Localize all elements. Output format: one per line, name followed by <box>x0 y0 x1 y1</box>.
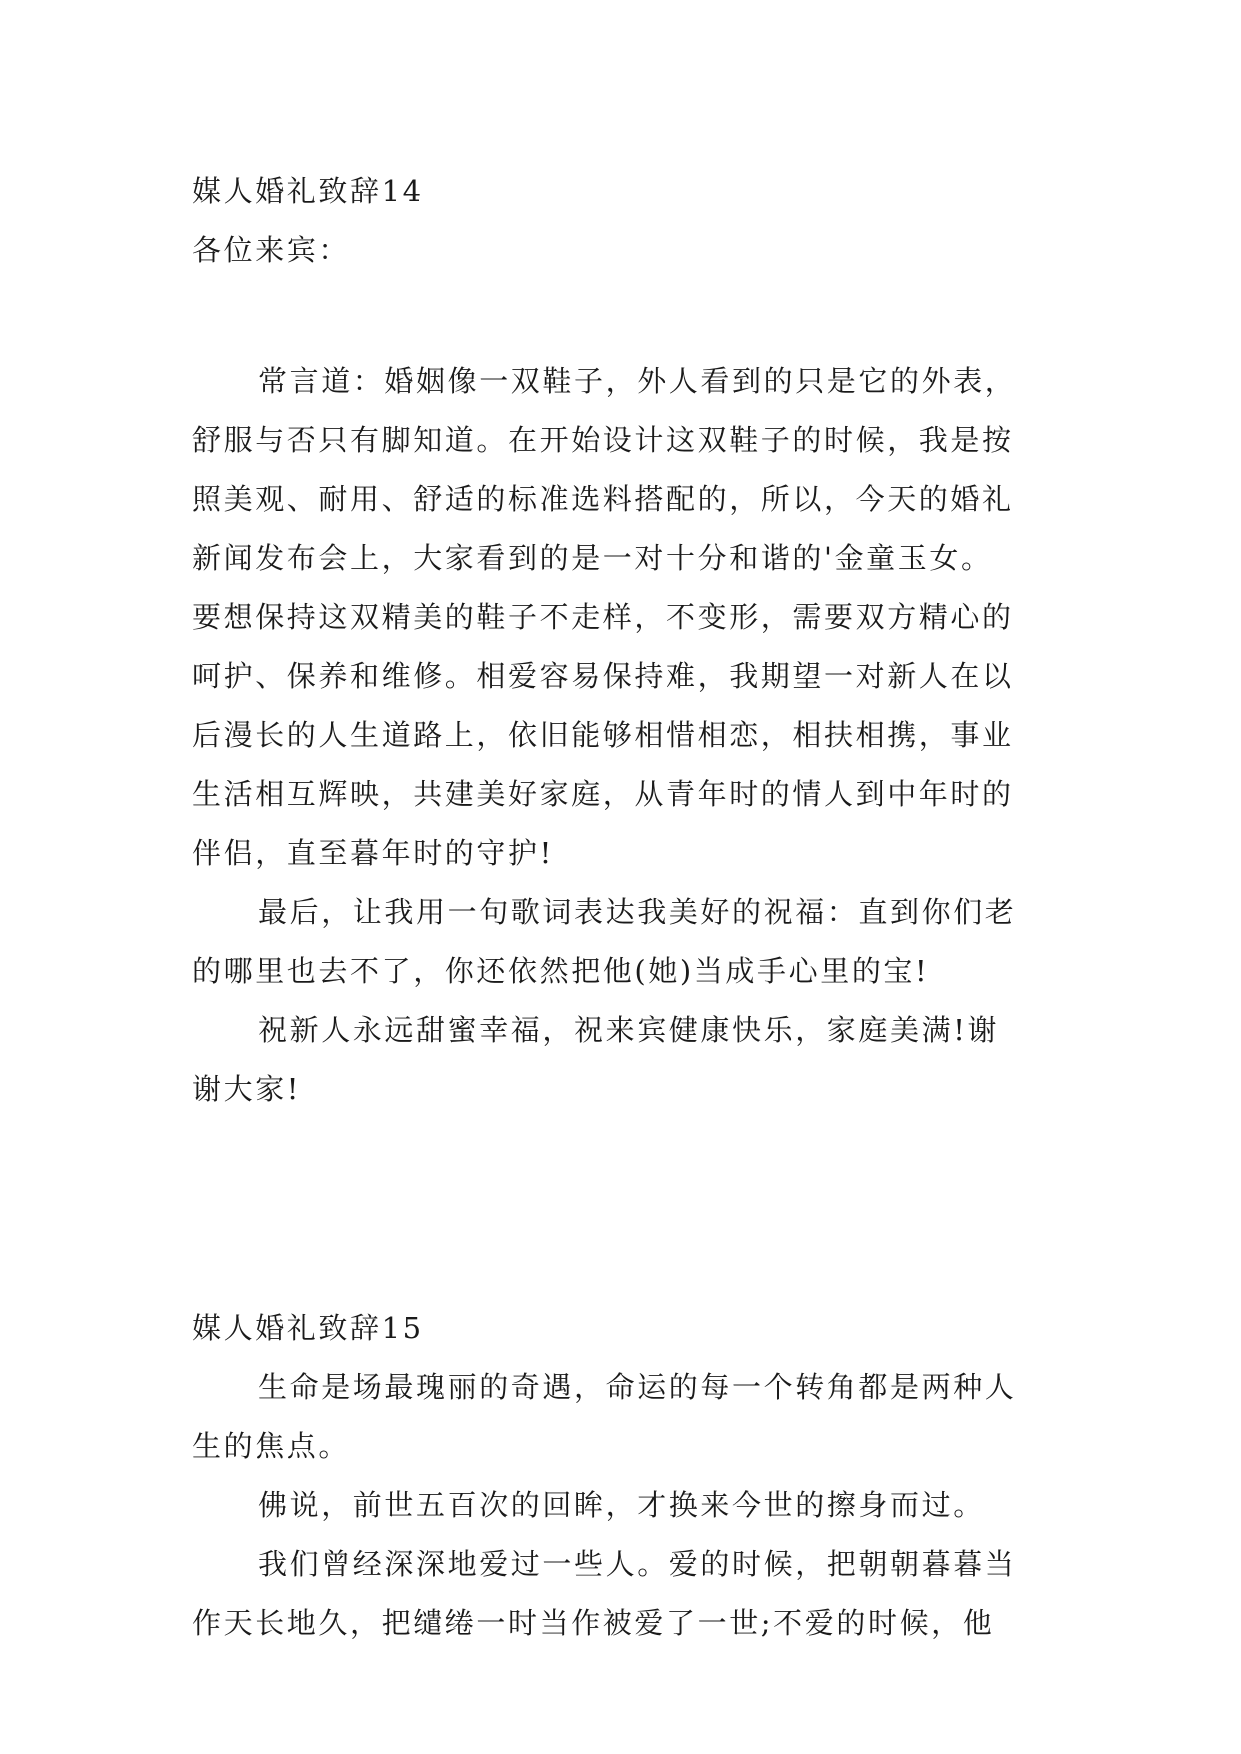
paragraph-line: 生活相互辉映，共建美好家庭，从青年时的情人到中年时的 <box>192 777 1014 811</box>
paragraph-line: 祝新人永远甜蜜幸福，祝来宾健康快乐，家庭美满!谢 <box>258 1013 1000 1047</box>
section-14-title: 媒人婚礼致辞14 <box>192 174 424 208</box>
paragraph-line: 要想保持这双精美的鞋子不走样，不变形，需要双方精心的 <box>192 600 1014 634</box>
paragraph-line: 伴侣，直至暮年时的守护! <box>192 836 554 870</box>
paragraph-line: 作天长地久，把缱绻一时当作被爱了一世;不爱的时候，他 <box>192 1606 995 1640</box>
paragraph-line: 后漫长的人生道路上，依旧能够相惜相恋，相扶相携，事业 <box>192 718 1014 752</box>
paragraph-line: 呵护、保养和维修。相爱容易保持难，我期望一对新人在以 <box>192 659 1014 693</box>
salutation: 各位来宾： <box>192 233 351 267</box>
paragraph-line: 新闻发布会上，大家看到的是一对十分和谐的'金童玉女。 <box>192 541 993 575</box>
document-body <box>192 162 1052 1653</box>
paragraph-line: 舒服与否只有脚知道。在开始设计这双鞋子的时候，我是按 <box>192 423 1014 457</box>
paragraph-line: 的哪里也去不了，你还依然把他(她)当成手心里的宝! <box>192 954 930 988</box>
paragraph-line: 生命是场最瑰丽的奇遇，命运的每一个转角都是两种人 <box>258 1370 1017 1404</box>
paragraph-line: 生的焦点。 <box>192 1429 351 1463</box>
section-spacer <box>192 1119 1052 1299</box>
paragraph-spacer <box>192 280 1052 352</box>
paragraph-line: 我们曾经深深地爱过一些人。爱的时候，把朝朝暮暮当 <box>258 1547 1017 1581</box>
paragraph-line: 佛说，前世五百次的回眸，才换来今世的擦身而过。 <box>258 1488 985 1522</box>
section-15-title: 媒人婚礼致辞15 <box>192 1311 424 1345</box>
paragraph-line: 照美观、耐用、舒适的标准选料搭配的，所以，今天的婚礼 <box>192 482 1014 516</box>
paragraph-line: 谢大家! <box>192 1072 302 1106</box>
paragraph-line: 最后，让我用一句歌词表达我美好的祝福：直到你们老 <box>258 895 1017 929</box>
paragraph-line: 常言道：婚姻像一双鞋子，外人看到的只是它的外表， <box>258 364 1017 398</box>
